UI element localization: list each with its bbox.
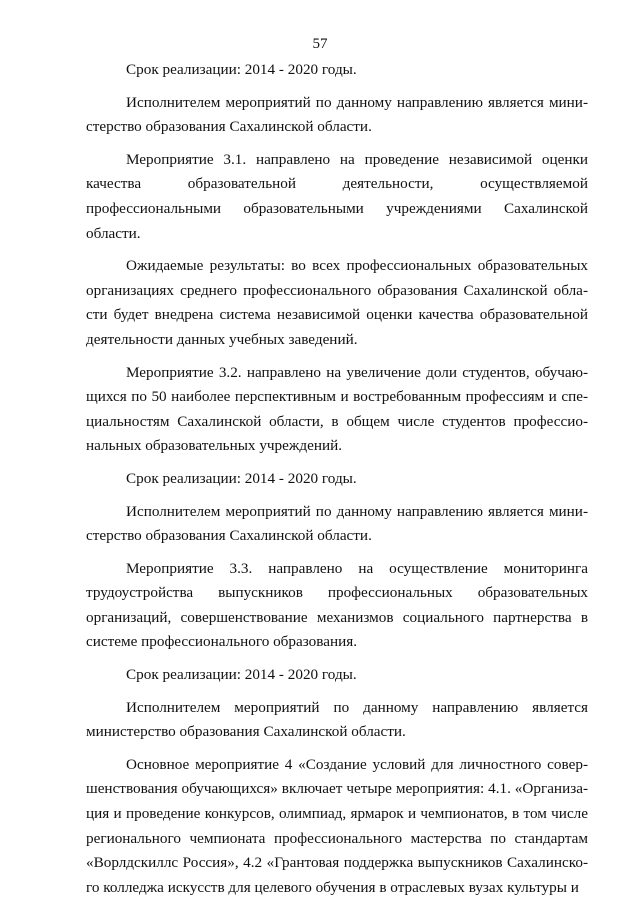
- paragraph-6: Срок реализации: 2014 - 2020 годы.: [126, 469, 357, 487]
- paragraph-10: Исполнителем мероприятий по данному направлению является министерство образования Сахалинской области.: [86, 698, 588, 741]
- paragraph-7: Исполнителем мероприятий по данному направлению является министерство образования Сахалинской области.: [86, 502, 588, 545]
- paragraph-8: Мероприятие 3.3. направлено на осуществление мониторинга трудоустройства выпускников профессиональных образовательных организаций, совершенствование механизмов социального партнерства в системе профессионального образования.: [86, 559, 588, 651]
- paragraph-5: Мероприятие 3.2. направлено на увеличение доли студентов, обучающихся по 50 наиболее перспективным и востребованным профессиям и специальностям Сахалинской области, в общем числе студентов профессиональных образовательных учреждений.: [86, 363, 588, 455]
- paragraph-9: Срок реализации: 2014 - 2020 годы.: [126, 666, 357, 684]
- paragraph-1: Срок реализации: 2014 - 2020 годы.: [126, 61, 357, 78]
- paragraph-3: Мероприятие 3.1. направлено на проведение независимой оценки качества образовательной деятельности, осуществляемой профессиональными образовательными учреждениями Сахалинской области.: [86, 150, 588, 242]
- document-body: [86, 58, 588, 908]
- paragraph-4: Ожидаемые результаты: во всех профессиональных образовательных организациях среднего профессионального образования Сахалинской области будет внедрена система независимой оценки качества образовательной деятельности данных учебных заведений.: [86, 257, 588, 348]
- paragraph-11: Основное мероприятие 4 «Создание условий для личностного совершенствования обучающихся» включает четыре мероприятия: 4.1. «Организация и проведение конкурсов, олимпиад, ярмарок и чемпионатов, в том числе регионального чемпионата профессионального мастерства по стандартам «Ворлдскиллс Россия», 4.2 «Грантовая поддержка выпускников Сахалинского колледжа искусств для целевого обучения в отраслевых вузах культуры и: [86, 755, 588, 896]
- paragraph-2: Исполнителем мероприятий по данному направлению является министерство образования Сахалинской области.: [86, 93, 588, 136]
- page-number: 57: [312, 36, 328, 52]
